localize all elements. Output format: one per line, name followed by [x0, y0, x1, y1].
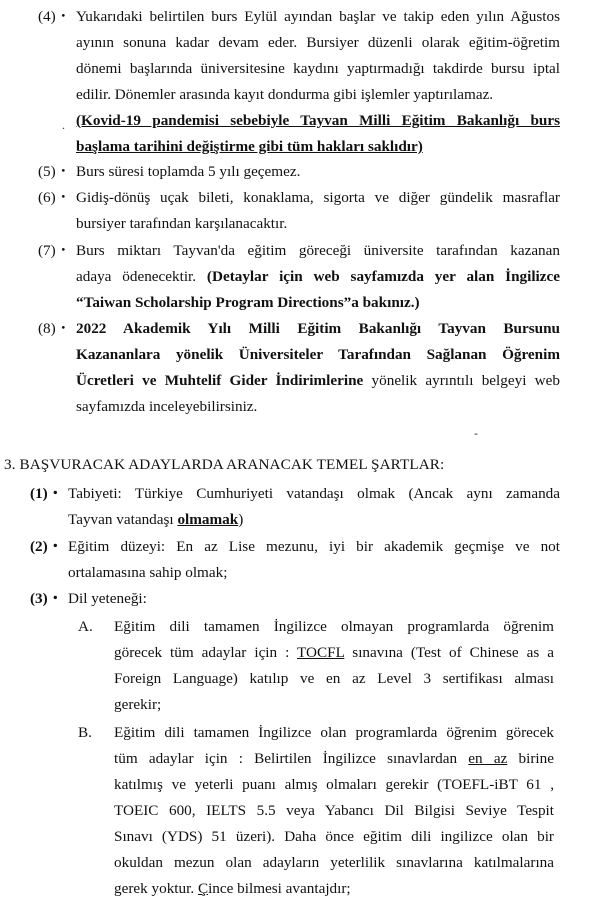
text-bold: Ücretleri ve Muhtelif Gider İndirimlerine: [76, 372, 364, 389]
requirement-3-text: [68, 586, 560, 612]
text-plain: sınavına (Test of Chinese as a: [344, 644, 554, 661]
stray-dot: .: [62, 118, 65, 132]
stray-mark: -: [474, 426, 478, 440]
text-line: Eğitim düzeyi: En az Lise mezunu, iyi bir akademik geçmişe ve not: [68, 538, 560, 555]
text-line: dönemi başlarında üniversitesine kaydını yaptırmadığı takdirde bursu iptal: [76, 60, 560, 77]
text-plain: yönelik ayrıntılı belgeyi web: [363, 372, 560, 389]
text-plain: ince bilmesi avantajdır;: [208, 880, 351, 897]
text-line: ortalamasına sahip olmak;: [68, 564, 228, 581]
item-marker: (6) ･: [38, 189, 68, 206]
item-marker: (7) ･: [38, 242, 68, 259]
item-6-text: [76, 185, 560, 237]
text-line: Burs miktarı Tayvan'da eğitim göreceği üniversite tarafından kazanan: [76, 242, 560, 259]
text-line: 2022 Akademik Yılı Milli Eğitim Bakanlığı Tayvan Bursunu: [76, 320, 560, 337]
text-plain: görecek tüm adaylar için :: [114, 644, 298, 661]
text-line: Burs süresi toplamda 5 yılı geçemez.: [76, 163, 301, 180]
text-line: TOEIC 600, IELTS 5.5 veya Yabancı Dil Bilgisi Seviye Tespit: [114, 802, 554, 819]
item-marker: (5) ･: [38, 163, 68, 180]
option-letter: A.: [78, 618, 93, 635]
text-line: Tabiyeti: Türkiye Cumhuriyeti vatandaşı olmak (Ancak aynı zamanda: [68, 485, 560, 502]
text-plain: tüm adaylar için : Belirtilen İngilizce sınavlardan: [114, 750, 469, 767]
item-4-text: [76, 4, 560, 160]
item-5-text: [76, 159, 560, 185]
section-3-heading: 3. BAŞVURACAK ADAYLARDA ARANACAK TEMEL ŞARTLAR:: [4, 456, 445, 473]
text-line: [76, 368, 560, 394]
item-marker: (2) ･: [30, 538, 60, 555]
text-line: Eğitim dili tamamen İngilizce olmayan programlarda öğrenim: [114, 618, 554, 635]
text-line: Gidiş-dönüş uçak bileti, konaklama, sigorta ve diğer gündelik masraflar: [76, 189, 560, 206]
text-plain: Tayvan vatandaşı: [68, 511, 178, 528]
text-plain: gerek yoktur.: [114, 880, 198, 897]
text-line: Dil yeteneği:: [68, 590, 147, 607]
text-line: [114, 876, 554, 902]
text-line: [68, 507, 560, 533]
text-line: [114, 640, 554, 666]
covid-note: başlama tarihini değiştirme gibi tüm hakları saklıdır): [76, 138, 423, 155]
text-line: gerekir;: [114, 696, 162, 713]
item-marker: (3) ･: [30, 590, 60, 607]
text-underlined: Ç: [197, 880, 209, 897]
item-8-text: [76, 316, 560, 420]
text-line: Yukarıdaki belirtilen burs Eylül ayından başlar ve takip eden yılın Ağustos: [76, 8, 560, 25]
text-line: sayfamızda inceleyebilirsiniz.: [76, 398, 258, 415]
option-letter: B.: [78, 724, 92, 741]
text-line: Eğitim dili tamamen İngilizce olan programlarda öğrenim görecek: [114, 724, 554, 741]
text-line: Sınavı (YDS) 51 üzeri). Daha önce eğitim dili ingilizce olan bir: [114, 828, 554, 845]
item-marker: (8) ･: [38, 320, 68, 337]
requirement-1-text: [68, 481, 560, 533]
item-marker: (1) ･: [30, 485, 60, 502]
text-line: edilir. Dönemler arasında kayıt dondurma gibi işlemler yaptırılamaz.: [76, 86, 494, 103]
text-line: Foreign Language) katılıp ve en az Level 3 sertifikası alması: [114, 670, 554, 687]
text-line: “Taiwan Scholarship Program Directions”a bakınız.): [76, 294, 420, 311]
text-line: bursiyer tarafından karşılanacaktır.: [76, 215, 288, 232]
text-underlined: en az: [468, 750, 508, 767]
text-line: okuldan mezun olan adayların yeterlilik sınavlarına katılmalarına: [114, 854, 554, 871]
text-bold: (Detaylar için web sayfamızda yer alan İngilizce: [206, 268, 560, 285]
option-a-text: [114, 614, 554, 718]
text-line: [114, 746, 554, 772]
text-plain: birine: [507, 750, 554, 767]
text-plain: adaya ödenecektir.: [76, 268, 207, 285]
text-plain: ): [238, 511, 244, 528]
text-line: katılmış ve yeterli puanı almış olmaları gerekir (TOEFL-iBT 61 ,: [114, 776, 554, 793]
text-line: [76, 264, 560, 290]
covid-note: (Kovid-19 pandemisi sebebiyle Tayvan Milli Eğitim Bakanlığı burs: [76, 112, 560, 129]
text-underlined: TOCFL: [297, 644, 345, 661]
text-line: ayının sonuna kadar devam eder. Bursiyer düzenli olarak eğitim-öğretim: [76, 34, 560, 51]
item-marker: (4) ･: [38, 8, 68, 25]
requirement-2-text: [68, 534, 560, 586]
text-underlined: olmamak: [177, 511, 239, 528]
item-7-text: [76, 238, 560, 316]
text-line: Kazananlara yönelik Üniversiteler Tarafından Sağlanan Öğrenim: [76, 346, 560, 363]
option-b-text: [114, 720, 554, 902]
